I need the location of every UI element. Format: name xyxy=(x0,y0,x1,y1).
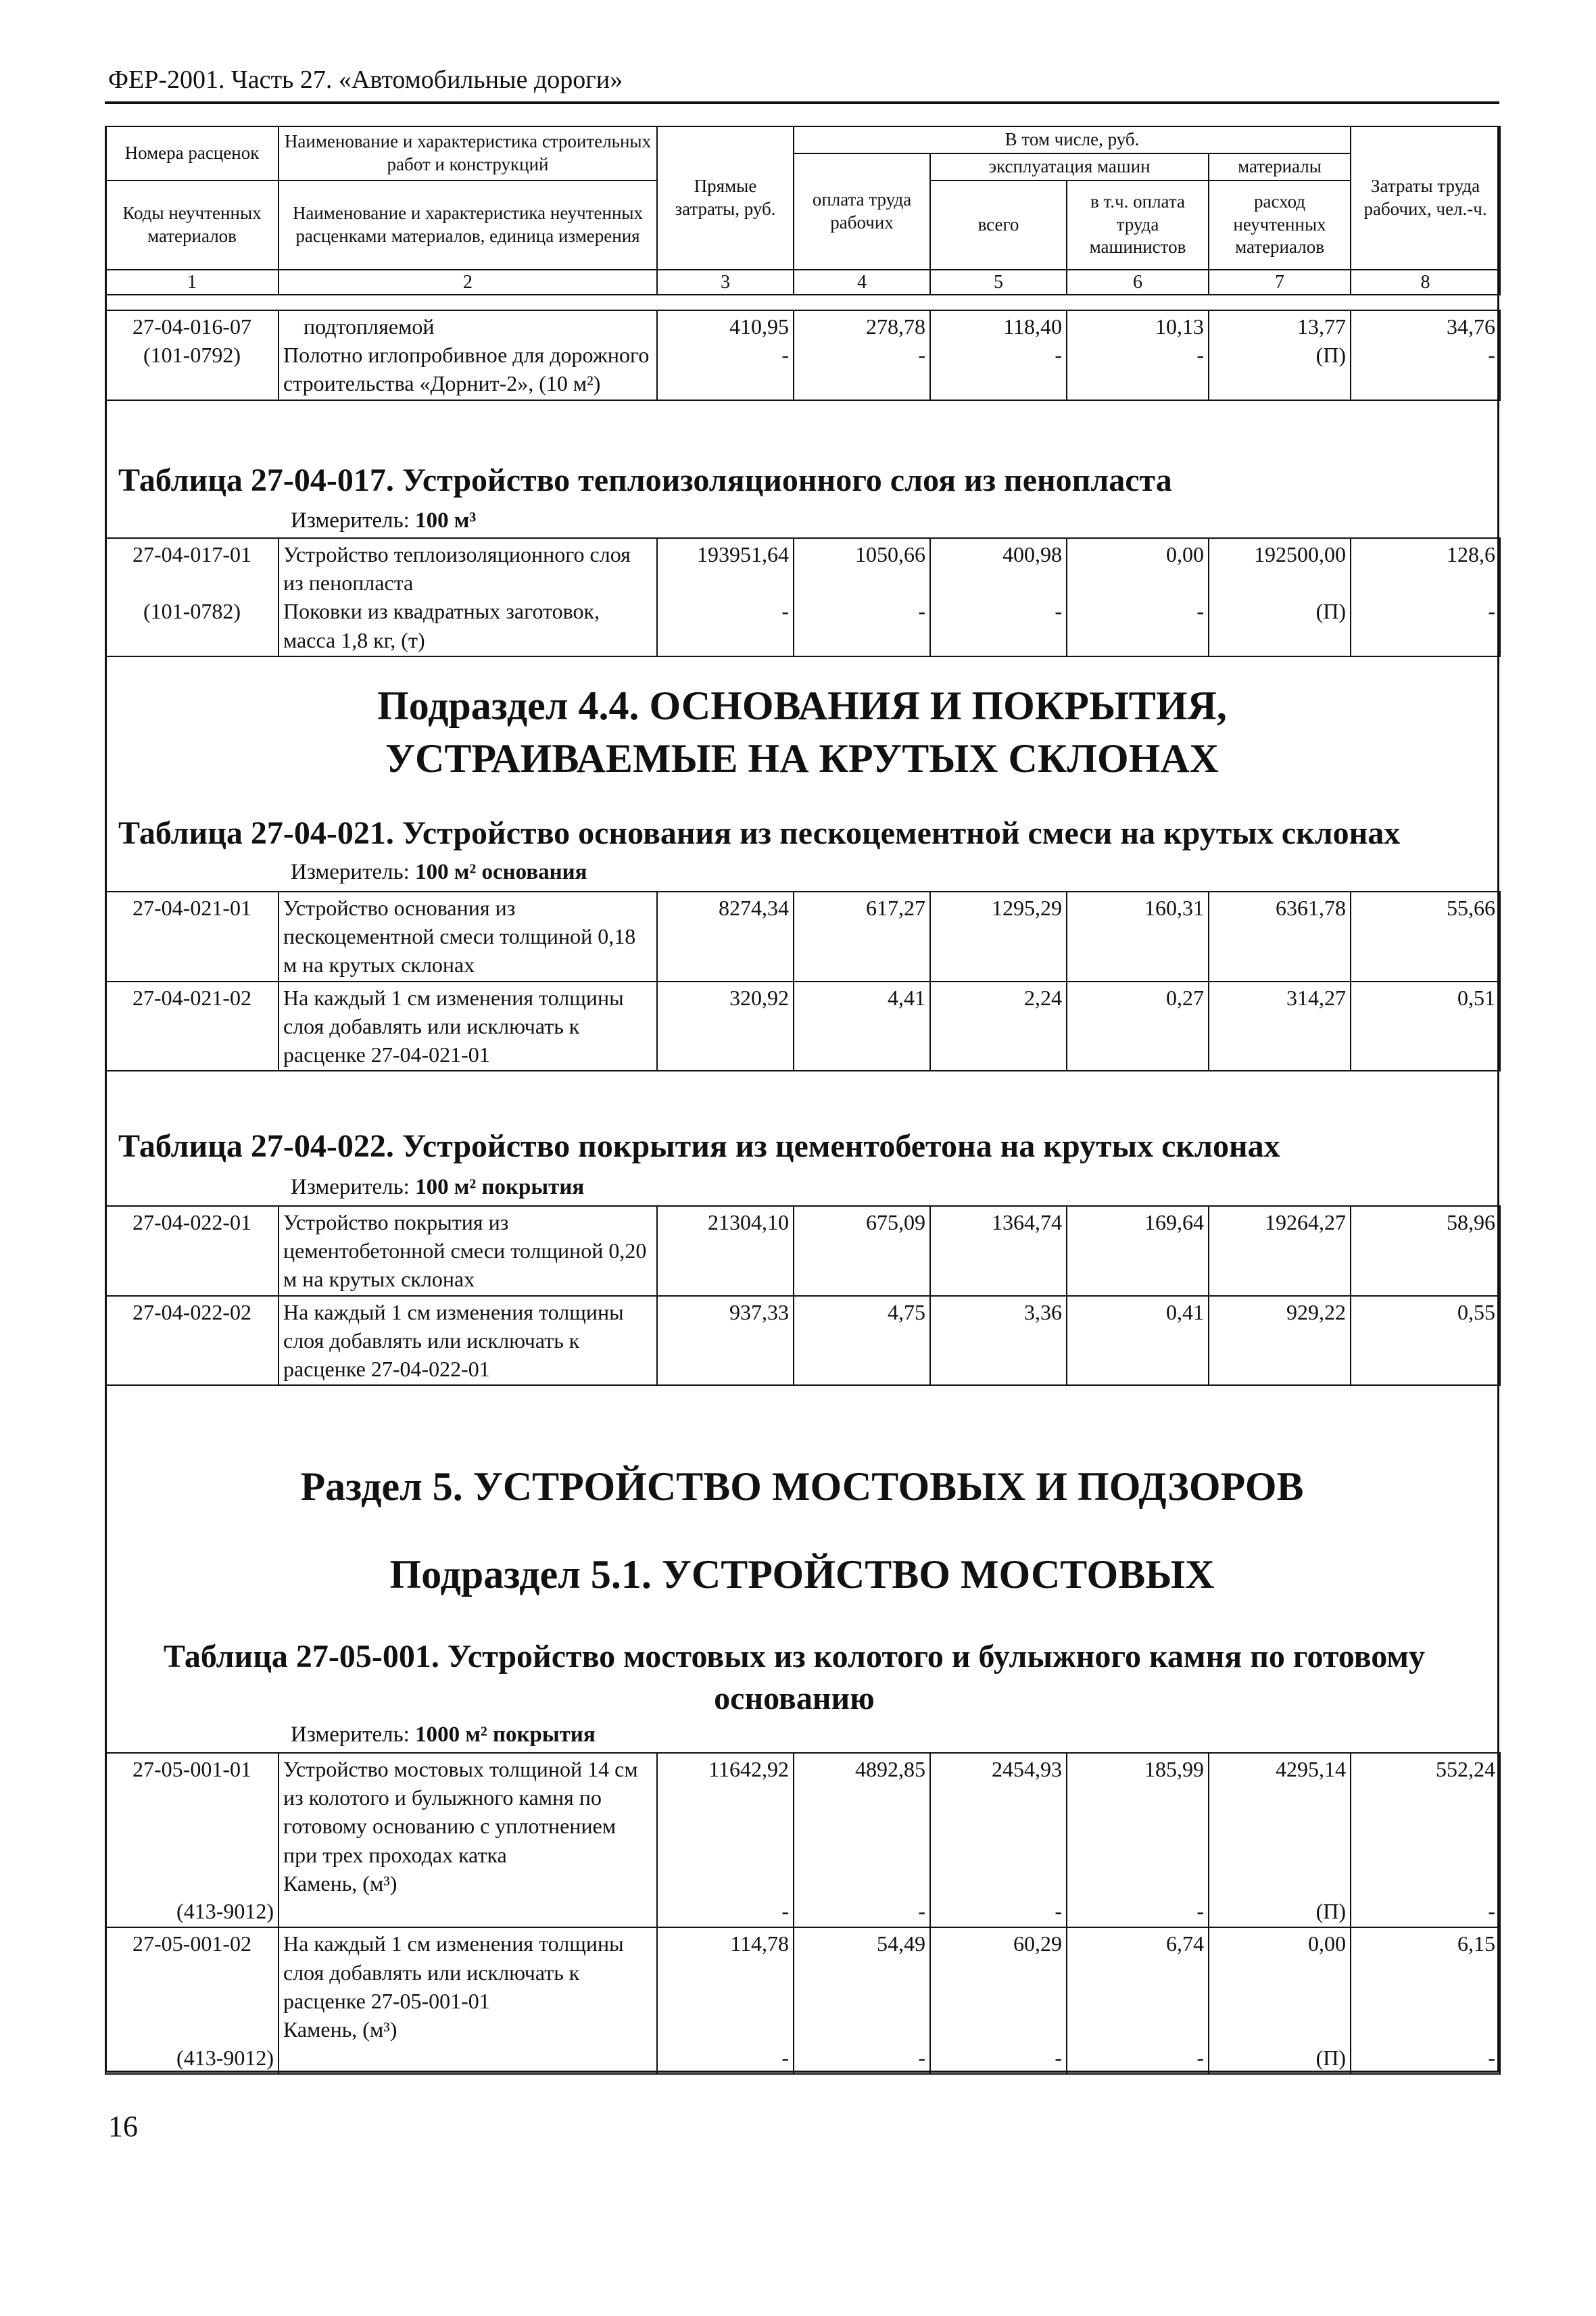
table-title-022: Таблица 27-04-022. Устройство покрытия из цементобетона на крутых склонах xyxy=(118,1128,1280,1164)
rate-name xyxy=(279,538,657,656)
rate-name-value: Устройство теплоизоляционного слоя из пенопласта xyxy=(283,542,631,596)
wages-cost: 675,09 xyxy=(794,1206,930,1296)
dash: - xyxy=(1488,2045,1495,2070)
dash: - xyxy=(781,2045,789,2070)
col-num: 5 xyxy=(930,270,1067,295)
labor-hours: 58,96 xyxy=(1351,1206,1500,1296)
material-name: Камень, (м³) xyxy=(283,2017,397,2042)
measure-021 xyxy=(291,860,587,885)
rate-name: Устройство основания из пескоцементной смеси толщиной 0,18 м на крутых склонах xyxy=(279,892,657,982)
rate-name xyxy=(279,310,657,400)
materials-cost: 19264,27 xyxy=(1209,1206,1351,1296)
col-machines-total: всего xyxy=(930,180,1067,270)
rate-code: 27-04-022-02 xyxy=(105,1296,279,1386)
materials-cost: 192500,00 xyxy=(1254,542,1346,566)
labor-hours: 0,55 xyxy=(1351,1296,1500,1386)
wages-cost: 278,78 xyxy=(866,314,925,339)
measure-value: 100 м² основания xyxy=(415,860,587,884)
wages-cost: 617,27 xyxy=(794,892,930,982)
machines-cost: 2454,93 xyxy=(992,1757,1062,1781)
labor-hours: 55,66 xyxy=(1351,892,1500,982)
col2-bottom: Наименование и характеристика неучтенных расценками материалов, единица измерения xyxy=(279,180,657,270)
measure-value: 1000 м² покрытия xyxy=(415,1722,596,1747)
machinists-wages: 6,74 xyxy=(1166,1931,1204,1956)
machinists-wages: 160,31 xyxy=(1067,892,1209,982)
material-name: Поковки из квадратных заготовок, масса 1,8 кг, (т) xyxy=(283,599,600,652)
col-direct: Прямые затраты, руб. xyxy=(657,126,794,270)
dash: - xyxy=(781,343,789,368)
rates-table-021 xyxy=(105,891,1501,1071)
wages-cost: 1050,66 xyxy=(855,542,925,566)
rates-table-017 xyxy=(105,537,1501,657)
rate-code xyxy=(105,1753,279,1927)
table-row xyxy=(105,1206,1500,1296)
wages-cost: 54,49 xyxy=(877,1931,925,1956)
material-mark: (П) xyxy=(1315,343,1346,368)
direct-cost: 11642,92 xyxy=(708,1757,789,1781)
col1-top: Номера расценок xyxy=(105,126,279,180)
wages-cost: 4,41 xyxy=(794,982,930,1071)
rates-table-016 xyxy=(105,310,1501,401)
rates-table-022 xyxy=(105,1205,1501,1386)
page-header: ФЕР-2001. Часть 27. «Автомобильные дороги» xyxy=(108,66,623,94)
measure-022 xyxy=(291,1175,584,1200)
dash: - xyxy=(1055,1899,1062,1924)
materials-cost: 0,00 xyxy=(1308,1931,1346,1956)
col-num: 8 xyxy=(1351,270,1500,295)
rate-code-value: 27-05-001-02 xyxy=(132,1931,251,1956)
machines-cost: 60,29 xyxy=(1013,1931,1062,1956)
table-row xyxy=(105,892,1500,982)
material-mark: (П) xyxy=(1315,1899,1346,1924)
col-num: 6 xyxy=(1067,270,1209,295)
table-title-021: Таблица 27-04-021. Устройство основания из пескоцементной смеси на крутых склонах xyxy=(118,815,1401,851)
col-machines: эксплуатация машин xyxy=(930,153,1209,180)
measure-017 xyxy=(291,508,476,533)
col-labor: Затраты труда рабочих, чел.-ч. xyxy=(1351,126,1500,270)
rate-code-value: 27-04-016-07 xyxy=(132,314,251,339)
header-rule xyxy=(105,101,1499,104)
rate-name xyxy=(279,1753,657,1927)
measure-label: Измеритель: xyxy=(291,508,410,533)
table-title-05-001: Таблица 27-05-001. Устройство мостовых из колотого и булыжного камня по готовому основанию xyxy=(164,1639,1425,1717)
labor-hours: 128,6 xyxy=(1447,542,1495,566)
dash: - xyxy=(1196,1899,1204,1924)
material-code: (101-0782) xyxy=(143,599,241,624)
measure-05-001 xyxy=(291,1722,596,1747)
rate-code xyxy=(105,538,279,656)
measure-value: 100 м² покрытия xyxy=(415,1175,585,1199)
rate-code xyxy=(105,1927,279,2073)
labor-hours: 34,76 xyxy=(1447,314,1495,339)
materials-cost: 314,27 xyxy=(1209,982,1351,1071)
dash: - xyxy=(1196,2045,1204,2070)
measure-label: Измеритель: xyxy=(291,1175,410,1199)
subsection-5-1-heading: Подраздел 5.1. УСТРОЙСТВО МОСТОВЫХ xyxy=(389,1552,1215,1597)
dash: - xyxy=(1055,2045,1062,2070)
rate-code-value: 27-04-017-01 xyxy=(132,542,251,566)
material-code: (101-0792) xyxy=(143,343,241,368)
col-machines-wages: в т.ч. оплата труда машинистов xyxy=(1067,180,1209,270)
rate-name xyxy=(279,1927,657,2073)
material-mark: (П) xyxy=(1315,2045,1346,2070)
machinists-wages: 185,99 xyxy=(1144,1757,1204,1781)
rates-table-05-001 xyxy=(105,1752,1501,2075)
direct-cost: 320,92 xyxy=(657,982,794,1071)
dash: - xyxy=(1488,1899,1495,1924)
table-row xyxy=(105,1927,1500,2073)
materials-cost: 6361,78 xyxy=(1209,892,1351,982)
rate-code-value: 27-05-001-01 xyxy=(132,1757,251,1781)
material-code: (413-9012) xyxy=(176,1899,274,1924)
machines-cost: 1295,29 xyxy=(930,892,1067,982)
table-row xyxy=(105,1296,1500,1386)
dash: - xyxy=(918,1899,925,1924)
dash: - xyxy=(918,599,925,624)
direct-cost: 8274,34 xyxy=(657,892,794,982)
section-5-heading: Раздел 5. УСТРОЙСТВО МОСТОВЫХ И ПОДЗОРОВ xyxy=(300,1464,1304,1509)
machinists-wages: 0,00 xyxy=(1166,542,1204,566)
materials-cost: 4295,14 xyxy=(1276,1757,1346,1781)
dash: - xyxy=(1488,343,1495,368)
rate-name: На каждый 1 см изменения толщины слоя добавлять или исключать к расценке 27-04-021-01 xyxy=(279,982,657,1071)
rate-name: На каждый 1 см изменения толщины слоя добавлять или исключать к расценке 27-04-022-01 xyxy=(279,1296,657,1386)
table-row xyxy=(105,538,1500,656)
labor-hours: 0,51 xyxy=(1351,982,1500,1071)
rate-code: 27-04-021-01 xyxy=(105,892,279,982)
direct-cost: 193951,64 xyxy=(697,542,789,566)
dash: - xyxy=(1055,343,1062,368)
table-row xyxy=(105,982,1500,1071)
col-incl: В том числе, руб. xyxy=(794,126,1351,153)
labor-hours: 552,24 xyxy=(1436,1757,1495,1781)
col2-top: Наименование и характеристика строительных работ и конструкций xyxy=(279,126,657,180)
direct-cost: 410,95 xyxy=(729,314,789,339)
material-mark: (П) xyxy=(1315,599,1346,624)
rate-name-value: подтопляемой xyxy=(304,314,435,339)
col-num: 2 xyxy=(279,270,657,295)
col-materials: материалы xyxy=(1209,153,1351,180)
machines-cost: 118,40 xyxy=(1003,314,1062,339)
dash: - xyxy=(1488,599,1495,624)
column-header-table xyxy=(105,126,1501,295)
measure-value: 100 м³ xyxy=(415,508,477,533)
measure-label: Измеритель: xyxy=(291,860,410,884)
machinists-wages: 10,13 xyxy=(1155,314,1204,339)
wages-cost: 4,75 xyxy=(794,1296,930,1386)
col-num: 7 xyxy=(1209,270,1351,295)
direct-cost: 114,78 xyxy=(730,1931,789,1956)
col-num: 1 xyxy=(105,270,279,295)
measure-label: Измеритель: xyxy=(291,1722,410,1747)
table-row xyxy=(105,1753,1500,1927)
direct-cost: 937,33 xyxy=(657,1296,794,1386)
wages-cost: 4892,85 xyxy=(855,1757,925,1781)
dash: - xyxy=(1055,599,1062,624)
col-wages: оплата труда рабочих xyxy=(794,153,930,270)
dash: - xyxy=(918,2045,925,2070)
rate-code: 27-04-022-01 xyxy=(105,1206,279,1296)
dash: - xyxy=(1196,343,1204,368)
col-num: 4 xyxy=(794,270,930,295)
col-num: 3 xyxy=(657,270,794,295)
rate-code: 27-04-021-02 xyxy=(105,982,279,1071)
dash: - xyxy=(781,1899,789,1924)
direct-cost: 21304,10 xyxy=(657,1206,794,1296)
rate-name: Устройство покрытия из цементобетонной смеси толщиной 0,20 м на крутых склонах xyxy=(279,1206,657,1296)
machines-cost: 3,36 xyxy=(930,1296,1067,1386)
page-number: 16 xyxy=(108,2110,138,2143)
dash: - xyxy=(918,343,925,368)
machinists-wages: 0,41 xyxy=(1067,1296,1209,1386)
machines-cost: 2,24 xyxy=(930,982,1067,1071)
col-materials-sub: расход неучтенных материалов xyxy=(1209,180,1351,270)
materials-cost: 13,77 xyxy=(1297,314,1346,339)
rate-name-value: Устройство мостовых толщиной 14 см из колотого и булыжного камня по готовому основанию с уплотнением при трех проходах катка xyxy=(283,1757,638,1867)
labor-hours: 6,15 xyxy=(1457,1931,1495,1956)
material-name: Полотно иглопробивное для дорожного строительства «Дорнит-2», (10 м²) xyxy=(283,343,650,396)
material-code: (413-9012) xyxy=(176,2045,274,2070)
machinists-wages: 0,27 xyxy=(1067,982,1209,1071)
table-title-017: Таблица 27-04-017. Устройство теплоизоляционного слоя из пенопласта xyxy=(118,462,1172,498)
machines-cost: 1364,74 xyxy=(930,1206,1067,1296)
dash: - xyxy=(1196,599,1204,624)
machines-cost: 400,98 xyxy=(1002,542,1062,566)
subsection-4-4-heading: Подраздел 4.4. ОСНОВАНИЯ И ПОКРЫТИЯ, УСТРАИВАЕМЫЕ НА КРУТЫХ СКЛОНАХ xyxy=(377,683,1227,781)
rate-code xyxy=(105,310,279,400)
table-row xyxy=(105,310,1500,400)
machinists-wages: 169,64 xyxy=(1067,1206,1209,1296)
materials-cost: 929,22 xyxy=(1209,1296,1351,1386)
dash: - xyxy=(781,599,789,624)
material-name: Камень, (м³) xyxy=(283,1871,397,1896)
rate-name-value: На каждый 1 см изменения толщины слоя добавлять или исключать к расценке 27-05-001-01 xyxy=(283,1931,624,2013)
col1-bottom: Коды неучтенных материалов xyxy=(105,180,279,270)
